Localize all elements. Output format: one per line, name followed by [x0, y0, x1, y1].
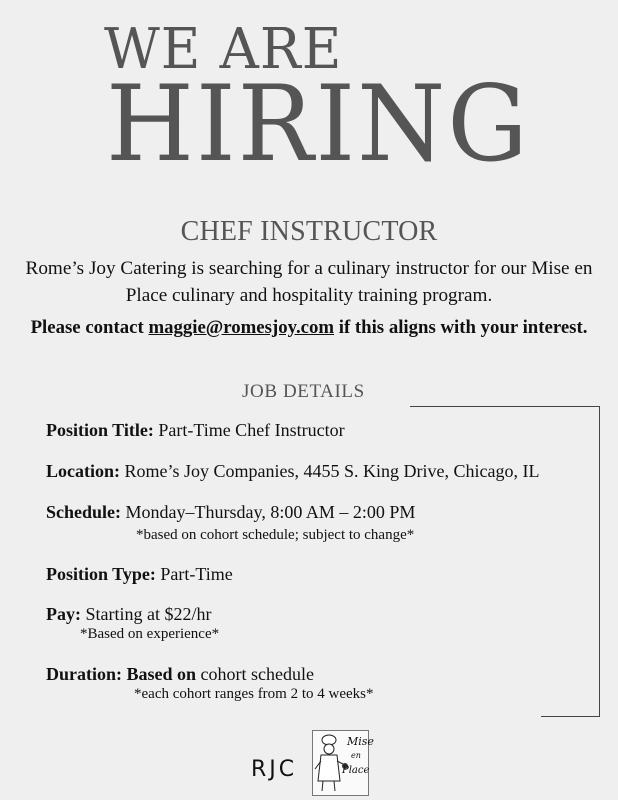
- frame-line-right: [599, 406, 600, 717]
- logo-text-place: Place: [342, 765, 370, 776]
- detail-value: cohort schedule: [196, 664, 314, 684]
- role-title: CHEF INSTRUCTOR: [180, 216, 438, 247]
- detail-label: Pay:: [46, 604, 81, 624]
- detail-value: Monday–Thursday, 8:00 AM – 2:00 PM: [121, 502, 416, 522]
- contact-suffix: if this aligns with your interest.: [334, 317, 588, 338]
- detail-value: Rome’s Joy Companies, 4455 S. King Drive, Chicago, IL: [120, 461, 540, 481]
- headline-hiring: HIRING: [106, 63, 530, 185]
- detail-note: *each cohort ranges from 2 to 4 weeks*: [134, 686, 374, 702]
- headline-we-are: WE ARE: [104, 17, 343, 82]
- frame-line-bottom: [541, 716, 599, 717]
- frame-line-top: [410, 406, 599, 407]
- detail-value: Starting at $22/hr: [81, 604, 212, 624]
- detail-position-type: [46, 563, 233, 585]
- logo-text-mise: Mise: [347, 735, 374, 748]
- contact-prefix: Please contact: [30, 317, 149, 338]
- detail-location: [46, 460, 539, 482]
- chef-illustration-icon: [313, 731, 374, 795]
- detail-schedule: [46, 501, 415, 523]
- contact-line: [0, 316, 618, 340]
- mise-en-place-logo: [312, 730, 374, 796]
- detail-label: Location:: [46, 461, 120, 481]
- detail-label: Duration:: [46, 664, 122, 684]
- detail-value: Part-Time: [155, 564, 233, 584]
- logo-text-en: en: [351, 751, 361, 760]
- rjc-logo-text: RJC: [251, 757, 298, 782]
- detail-note: *based on cohort schedule; subject to change*: [136, 527, 415, 543]
- detail-pay: [46, 603, 211, 625]
- detail-label: Position Title:: [46, 420, 154, 440]
- detail-position-title: [46, 419, 345, 441]
- job-details-heading: JOB DETAILS: [242, 381, 365, 402]
- intro-text: Rome’s Joy Catering is searching for a culinary instructor for our Mise en Place culinary and hospitality training program.: [25, 258, 593, 306]
- detail-duration: [46, 663, 314, 685]
- detail-value-bold: Based on: [122, 664, 197, 684]
- detail-note: *Based on experience*: [80, 626, 220, 642]
- detail-label: Schedule:: [46, 502, 122, 522]
- contact-email-link[interactable]: maggie@romesjoy.com: [148, 317, 335, 338]
- detail-value: Part-Time Chef Instructor: [153, 420, 345, 440]
- detail-label: Position Type:: [46, 564, 156, 584]
